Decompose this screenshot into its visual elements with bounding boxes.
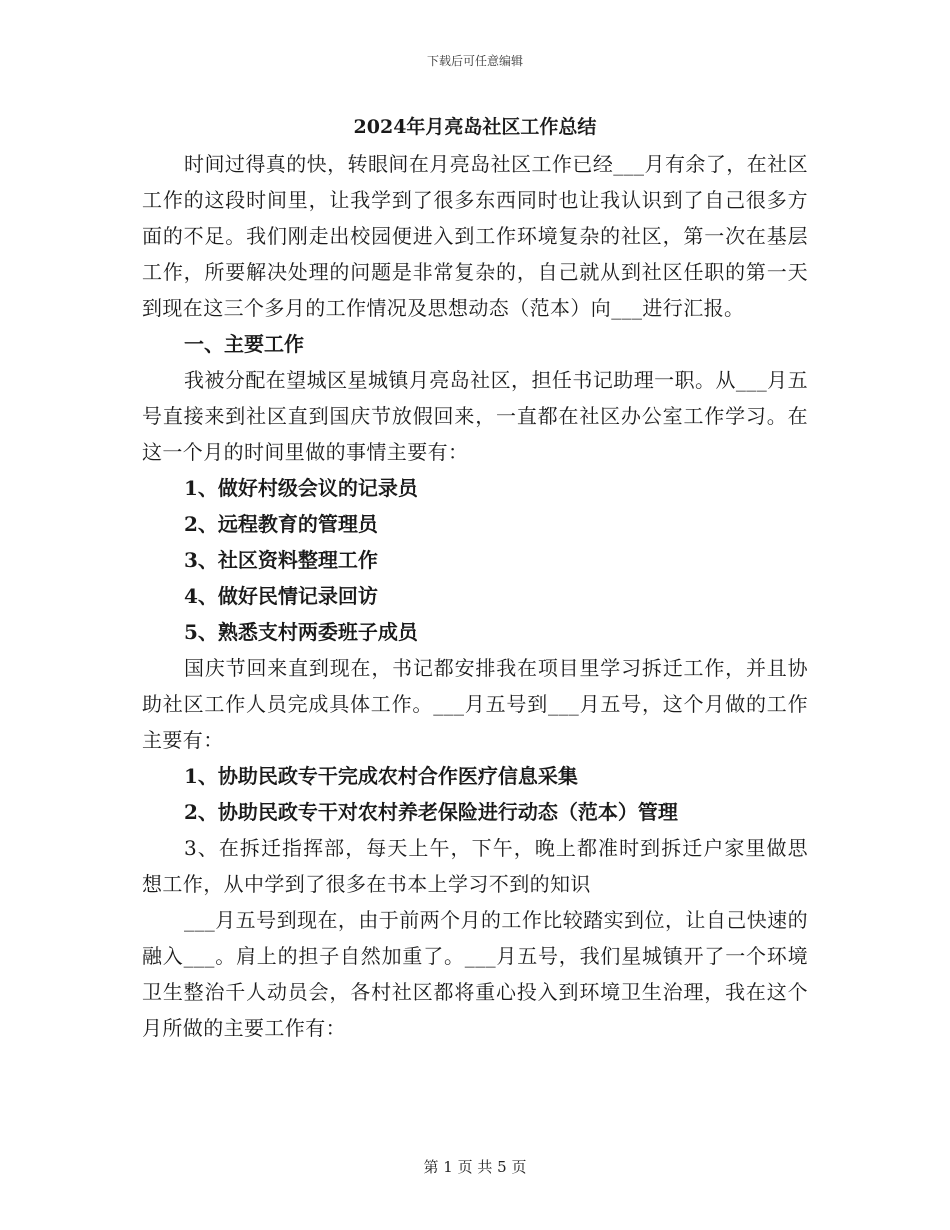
list-item: 4、做好民情记录回访 [184, 584, 378, 608]
page-header-note: 下载后可任意编辑 [426, 54, 523, 68]
environment-paragraph: ___月五号到现在，由于前两个月的工作比较踏实到位，让自己快速的融入___。肩上的担子自然加重了。___月五号，我们星城镇开了一个环境卫生整治千人动员会，各村社区都将重心投入到环境卫生治理，我在这个月所做的主要工作有： [142, 908, 808, 1040]
intro-paragraph: 时间过得真的快，转眼间在月亮岛社区工作已经___月有余了，在社区工作的这段时间里，让我学到了很多东西同时也让我认识到了自己很多方面的不足。我们刚走出校园便进入到工作环境复杂的社区，第一次在基层工作，所要解决处理的问题是非常复杂的，自己就从到社区任职的第一天到现在这三个多月的工作情况及思想动态（范本）向___进行汇报。 [142, 152, 808, 320]
list-item: 2、远程教育的管理员 [184, 512, 378, 536]
list-item: 1、协助民政专干完成农村合作医疗信息采集 [184, 764, 578, 788]
page-number: 第 1 页 共 5 页 [423, 1158, 527, 1176]
list-item: 2、协助民政专干对农村养老保险进行动态（范本）管理 [184, 800, 678, 824]
list-item: 3、社区资料整理工作 [184, 548, 378, 572]
section-heading-main-work: 一、主要工作 [184, 332, 304, 356]
document-body [142, 110, 808, 1046]
list-item: 1、做好村级会议的记录员 [184, 476, 418, 500]
list-item: 5、熟悉支村两委班子成员 [184, 620, 418, 644]
document-title: 2024年月亮岛社区工作总结 [353, 116, 597, 138]
assignment-paragraph: 我被分配在望城区星城镇月亮岛社区，担任书记助理一职。从___月五号直接来到社区直到国庆节放假回来，一直都在社区办公室工作学习。在这一个月的时间里做的事情主要有： [142, 368, 808, 464]
national-day-paragraph: 国庆节回来直到现在，书记都安排我在项目里学习拆迁工作，并且协助社区工作人员完成具体工作。___月五号到___月五号，这个月做的工作主要有： [142, 656, 808, 752]
demolition-paragraph: 3、在拆迁指挥部，每天上午，下午，晚上都准时到拆迁户家里做思想工作，从中学到了很多在书本上学习不到的知识 [142, 836, 808, 896]
